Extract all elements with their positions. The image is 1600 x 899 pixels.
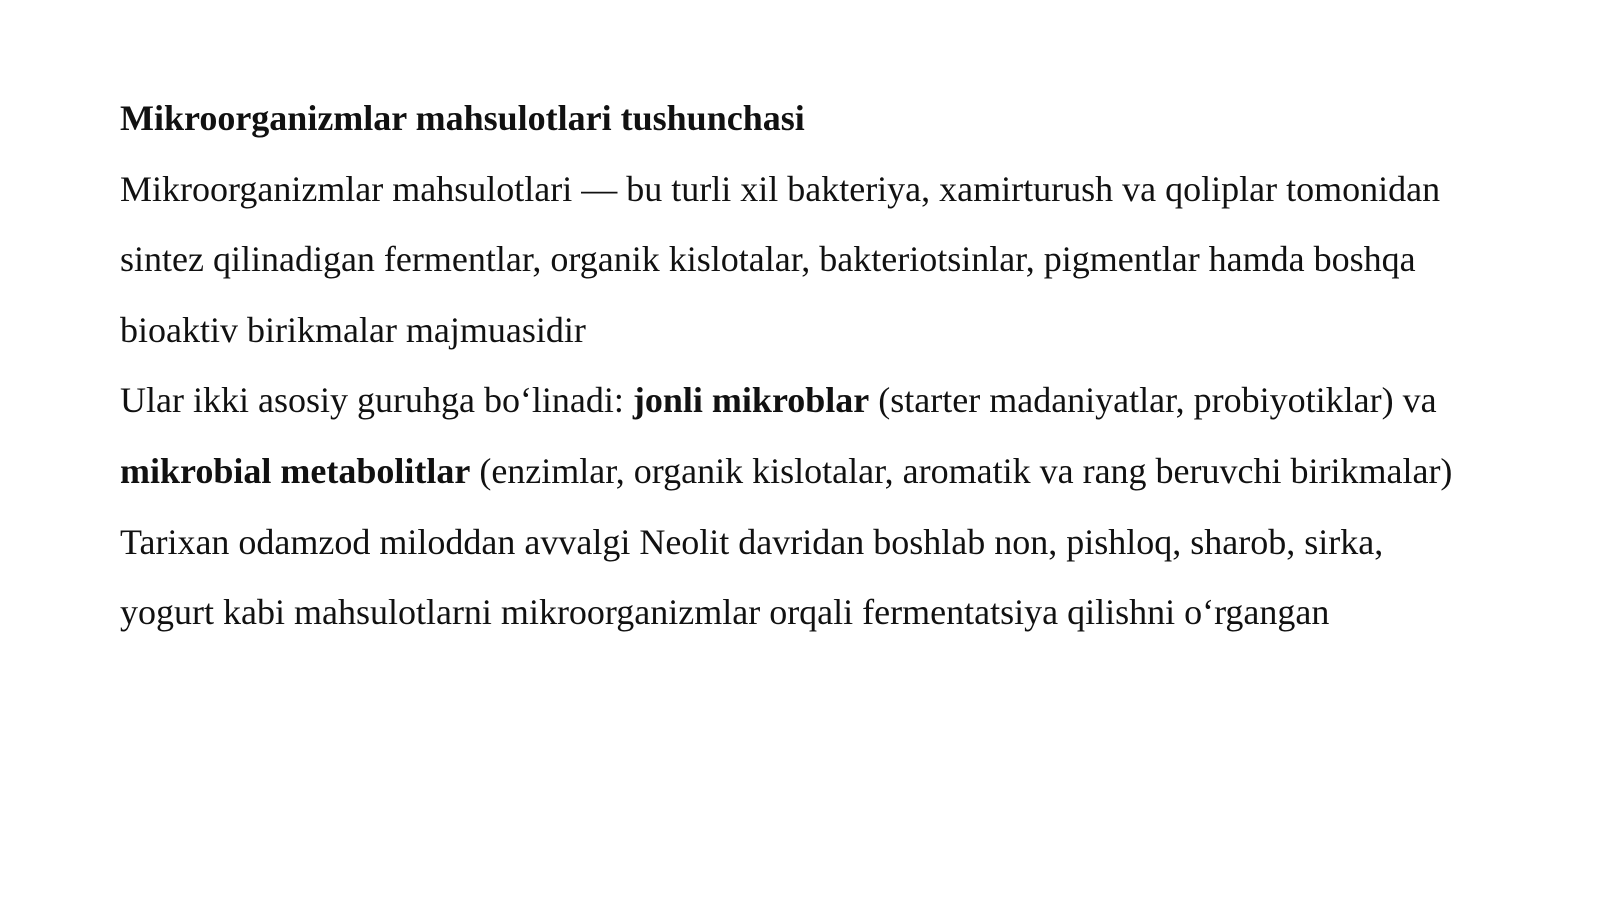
classification-text-3: (enzimlar, organik kislotalar, aromatik va rang beruvchi birikmalar) <box>470 450 1453 491</box>
slide-title: Mikroorganizmlar mahsulotlari tushunchasi <box>120 98 805 138</box>
classification-text-1: Ular ikki asosiy guruhga bo‘linadi: <box>120 380 633 421</box>
classification-text-2: (starter madaniyatlar, probiyotiklar) va <box>869 380 1437 421</box>
history-paragraph: Tarixan odamzod miloddan avvalgi Neolit davridan boshlab non, pishloq, sharob, sirka, yogurt kabi mahsulotlarni mikroorganizmlar orqali fermentatsiya qilishni o‘rgangan <box>120 521 1384 633</box>
slide-content <box>120 83 1480 648</box>
definition-paragraph: Mikroorganizmlar mahsulotlari — bu turli xil bakteriya, xamirturush va qoliplar tomonidan sintez qilinadigan fermentlar, organik kislotalar, bakteriotsinlar, pigmentlar hamda boshqa bioaktiv birikmalar majmuasidir <box>120 168 1441 350</box>
microbial-metabolites-term: mikrobial metabolitlar <box>120 450 471 491</box>
classification-paragraph <box>120 365 1480 506</box>
live-microbes-term: jonli mikroblar <box>632 380 870 421</box>
